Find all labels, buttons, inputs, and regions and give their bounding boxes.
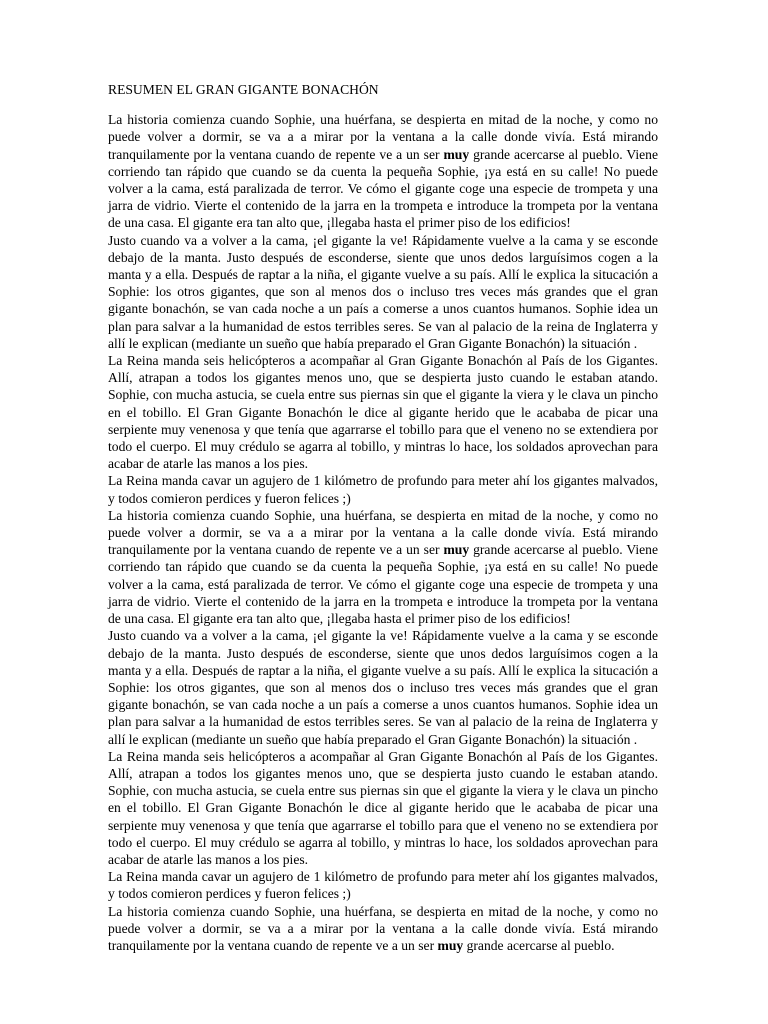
paragraph-text-after: grande acercarse al pueblo. (463, 937, 615, 953)
bold-word: muy (437, 937, 464, 953)
paragraph-text-after: grande acercarse al pueblo. Viene corriendo tan rápido que cuando se da cuenta la pequeña Sophie, ¡ya está en su calle! No puede volver a la cama, está paralizada de terror. Ve cómo el gigante coge una especie de trompeta y una jarra de vidrio. Vierte el contenido de la jarra en la trompeta e introduce la trompeta por la ventana de una casa. El gigante era tan alto que, ¡llegaba hasta el primer piso de los edificios! (108, 146, 658, 231)
paragraph (108, 111, 658, 231)
paragraph-text: La historia comienza cuando Sophie, una huérfana, se despierta en mitad de la noche, y como no puede volver a dormir, se va a a mirar por la ventana a la calle donde vivía. Está mirando tranquilamente por la ventana cuando de repente ve a un ser (108, 507, 658, 558)
paragraph: La Reina manda cavar un agujero de 1 kilómetro de profundo para meter ahí los gigantes malvados, y todos comieron perdices y fueron felices ;) (108, 869, 658, 902)
paragraph (108, 903, 658, 955)
paragraph: Justo cuando va a volver a la cama, ¡el gigante la ve! Rápidamente vuelve a la cama y se esconde debajo de la manta. Justo después de esconderse, siente que unos dedos larguísimos cogen a la manta y a ella. Después de raptar a la niña, el gigante vuelve a su país. Allí le explica la situcación a Sophie: los otros gigantes, que son al menos dos o incluso tres veces más grandes que el gran gigante bonachón, se van cada noche a un país a comerse a unos cuantos humanos. Sophie idea un plan para salvar a la humanidad de estos terribles seres. Se van al palacio de la reina de Inglaterra y allí le explican (mediante un sueño que había preparado el Gran Gigante Bonachón) la situación . (108, 232, 658, 351)
document-title: RESUMEN EL GRAN GIGANTE BONACHÓN (108, 82, 379, 97)
bold-word: muy (443, 542, 470, 558)
paragraph: La Reina manda seis helicópteros a acompañar al Gran Gigante Bonachón al País de los Gigantes. Allí, atrapan a todos los gigantes menos uno, que se despierta justo cuando le estaban atando. Sophie, con mucha astucia, se cuela entre sus piernas sin que el gigante la viera y le clava un pincho en el tobillo. El Gran Gigante Bonachón le dice al gigante herido que le acababa de picar una serpiente muy venenosa y que tenía que agarrarse el tobillo para que el veneno no se extendiera por todo el cuerpo. El muy crédulo se agarra al tobillo, y mintras lo hace, los soldados aprovechan para acabar de atarle las manos a los pies. (108, 748, 658, 867)
paragraph: La Reina manda seis helicópteros a acompañar al Gran Gigante Bonachón al País de los Gigantes. Allí, atrapan a todos los gigantes menos uno, que se despierta justo cuando le estaban atando. Sophie, con mucha astucia, se cuela entre sus piernas sin que el gigante la viera y le clava un pincho en el tobillo. El Gran Gigante Bonachón le dice al gigante herido que le acababa de picar una serpiente muy venenosa y que tenía que agarrarse el tobillo para que el veneno no se extendiera por todo el cuerpo. El muy crédulo se agarra al tobillo, y mintras lo hace, los soldados aprovechan para acabar de atarle las manos a los pies. (108, 353, 658, 472)
paragraph: La Reina manda cavar un agujero de 1 kilómetro de profundo para meter ahí los gigantes malvados, y todos comieron perdices y fueron felices ;) (108, 473, 658, 506)
paragraph-text: La historia comienza cuando Sophie, una huérfana, se despierta en mitad de la noche, y como no puede volver a dormir, se va a a mirar por la ventana a la calle donde vivía. Está mirando tranquilamente por la ventana cuando de repente ve a un ser (108, 903, 658, 953)
bold-word: muy (443, 146, 470, 162)
paragraph (108, 507, 658, 627)
paragraph-text-after: grande acercarse al pueblo. Viene corriendo tan rápido que cuando se da cuenta la pequeña Sophie, ¡ya está en su calle! No puede volver a la cama, está paralizada de terror. Ve cómo el gigante coge una especie de trompeta y una jarra de vidrio. Vierte el contenido de la jarra en la trompeta e introduce la trompeta por la ventana de una casa. El gigante era tan alto que, ¡llegaba hasta el primer piso de los edificios! (108, 542, 658, 627)
paragraph: Justo cuando va a volver a la cama, ¡el gigante la ve! Rápidamente vuelve a la cama y se esconde debajo de la manta. Justo después de esconderse, siente que unos dedos larguísimos cogen a la manta y a ella. Después de raptar a la niña, el gigante vuelve a su país. Allí le explica la situcación a Sophie: los otros gigantes, que son al menos dos o incluso tres veces más grandes que el gran gigante bonachón, se van cada noche a un país a comerse a unos cuantos humanos. Sophie idea un plan para salvar a la humanidad de estos terribles seres. Se van al palacio de la reina de Inglaterra y allí le explican (mediante un sueño que había preparado el Gran Gigante Bonachón) la situación . (108, 628, 658, 747)
paragraph-text: La historia comienza cuando Sophie, una huérfana, se despierta en mitad de la noche, y como no puede volver a dormir, se va a a mirar por la ventana a la calle donde vivía. Está mirando tranquilamente por la ventana cuando de repente ve a un ser (108, 112, 658, 162)
